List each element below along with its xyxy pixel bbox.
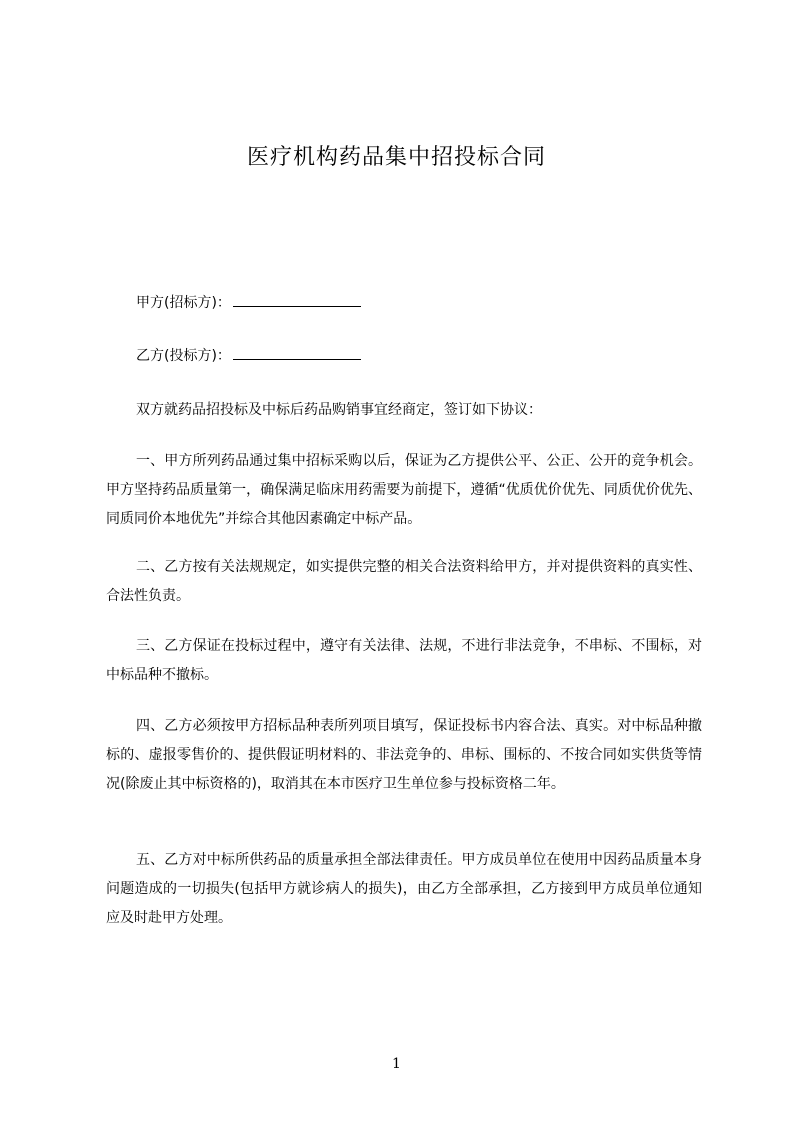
document-title: 医疗机构药品集中招投标合同 [246, 145, 546, 170]
party-b-blank-line [233, 345, 361, 360]
clause-1: 一、甲方所列药品通过集中招标采购以后，保证为乙方提供公平、公正、公开的竞争机会。甲方坚持药品质量第一，确保满足临床用药需要为前提下，遵循“优质优价优先、同质优价优先、同质同价本地优先”并综合其他因素确定中标产品。 [106, 453, 702, 527]
party-a-field [136, 292, 361, 313]
party-b-field [136, 345, 361, 366]
clause-5: 五、乙方对中标所供药品的质量承担全部法律责任。甲方成员单位在使用中因药品质量本身问题造成的一切损失(包括甲方就诊病人的损失)，由乙方全部承担，乙方接到甲方成员单位通知应及时赴甲方处理。 [106, 852, 702, 926]
clause-3: 三、乙方保证在投标过程中，遵守有关法律、法规，不进行非法竞争，不串标、不围标，对中标品种不撤标。 [106, 638, 702, 683]
party-a-label: 甲方(招标方)： [136, 295, 231, 311]
page-number: 1 [392, 1056, 401, 1072]
party-a-blank-line [233, 292, 361, 307]
intro-paragraph: 双方就药品招投标及中标后药品购销事宜经商定，签订如下协议： [136, 402, 542, 418]
party-b-label: 乙方(投标方)： [136, 348, 231, 364]
clause-2: 二、乙方按有关法规规定，如实提供完整的相关合法资料给甲方，并对提供资料的真实性、合法性负责。 [106, 559, 702, 604]
clause-4: 四、乙方必须按甲方招标品种表所列项目填写，保证投标书内容合法、真实。对中标品种撤标的、虚报零售价的、提供假证明材料的、非法竞争的、串标、围标的、不按合同如实供货等情况(除废止其中标资格的)，取消其在本市医疗卫生单位参与投标资格二年。 [106, 718, 702, 792]
